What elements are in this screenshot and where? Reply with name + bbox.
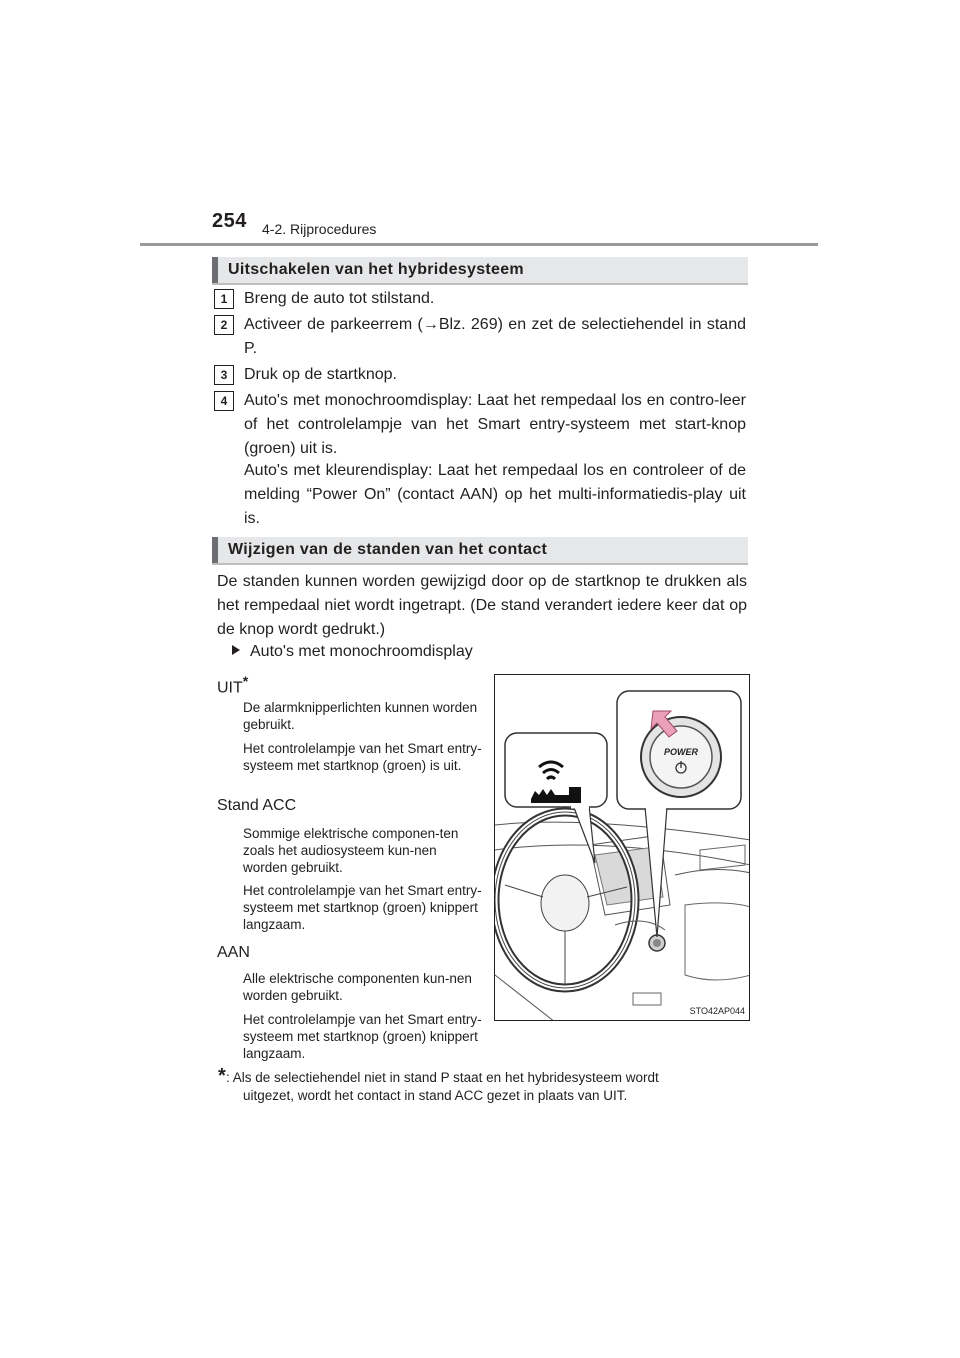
step-text-2: Activeer de parkeerrem (→Blz. 269) en zet de selectiehendel in stand P. <box>244 316 746 357</box>
mode-uit-desc-1: De alarmknipperlichten kunnen worden gebruikt. <box>243 700 478 732</box>
step-badge-2: 2 <box>214 315 234 335</box>
intro-paragraph: De standen kunnen worden gewijzigd door op de startknop te drukken als het rempedaal niet wordt ingetrapt. (De stand verandert iedere keer dat op de knop wordt gedrukt.) <box>217 573 747 638</box>
footnote-line-2: uitgezet, wordt het contact in stand ACC gezet in plaats van UIT. <box>243 1088 628 1103</box>
section-heading-label: Uitschakelen van het hybridesysteem <box>228 261 524 278</box>
power-button-label: POWER <box>663 747 699 757</box>
section-heading-accent <box>212 537 218 563</box>
footnote <box>226 1069 748 1105</box>
mode-title-aan: AAN <box>217 944 250 961</box>
section-heading-switch-modes <box>212 537 748 565</box>
bullet-monochrome <box>232 643 473 661</box>
mode-title-text: UIT <box>217 679 243 697</box>
mode-uit-desc-2: Het controlelampje van het Smart entry-systeem met startknop (groen) is uit. <box>243 741 482 773</box>
section-heading-turn-off <box>212 257 748 285</box>
section-heading-label: Wijzigen van de standen van het contact <box>228 541 548 558</box>
mode-title-acc: Stand ACC <box>217 797 297 814</box>
step-badge-4: 4 <box>214 391 234 411</box>
mode-aan-desc-2: Het controlelampje van het Smart entry-systeem met startknop (groen) knippert langzaam. <box>243 1012 482 1061</box>
page-number: 254 <box>212 210 247 232</box>
mode-acc-desc-2: Het controlelampje van het Smart entry-systeem met startknop (groen) knippert langzaam. <box>243 883 482 932</box>
step-text-4-color-display: Auto's met kleurendisplay: Laat het rempedaal los en controleer of de melding “Power On” (contact AAN) op het multi-informatiedis-play uit is. <box>244 462 746 527</box>
asterisk-mark: * <box>242 673 249 689</box>
mode-aan-desc-1: Alle elektrische componenten kun-nen worden gebruikt. <box>243 971 472 1003</box>
dashboard-drawing <box>495 675 750 1021</box>
step-text-1: Breng de auto tot stilstand. <box>244 290 435 307</box>
header-rule <box>140 243 818 246</box>
mode-acc-desc-1: Sommige elektrische componen-ten zoals het audiosysteem kun-nen worden gebruikt. <box>243 826 459 875</box>
triangle-bullet-icon <box>232 645 240 655</box>
step-badge-1: 1 <box>214 289 234 309</box>
footnote-line-1: : Als de selectiehendel niet in stand P staat en het hybridesysteem wordt <box>226 1070 659 1085</box>
step-badge-3: 3 <box>214 365 234 385</box>
dashboard-illustration <box>494 674 750 1021</box>
footnote-asterisk: * <box>218 1065 226 1087</box>
step-text-3: Druk op de startknop. <box>244 366 397 383</box>
mode-title-uit <box>217 673 248 697</box>
step-text-4: Auto's met monochroomdisplay: Laat het rempedaal los en contro-leer of het controlelampje van het Smart entry-systeem met start-knop (groen) uit is. <box>244 392 746 457</box>
section-heading-accent <box>212 257 218 283</box>
section-path: 4-2. Rijprocedures <box>262 221 377 237</box>
figure-code: STO42AP044 <box>689 1006 745 1016</box>
bullet-label: Auto's met monochroomdisplay <box>250 643 473 660</box>
